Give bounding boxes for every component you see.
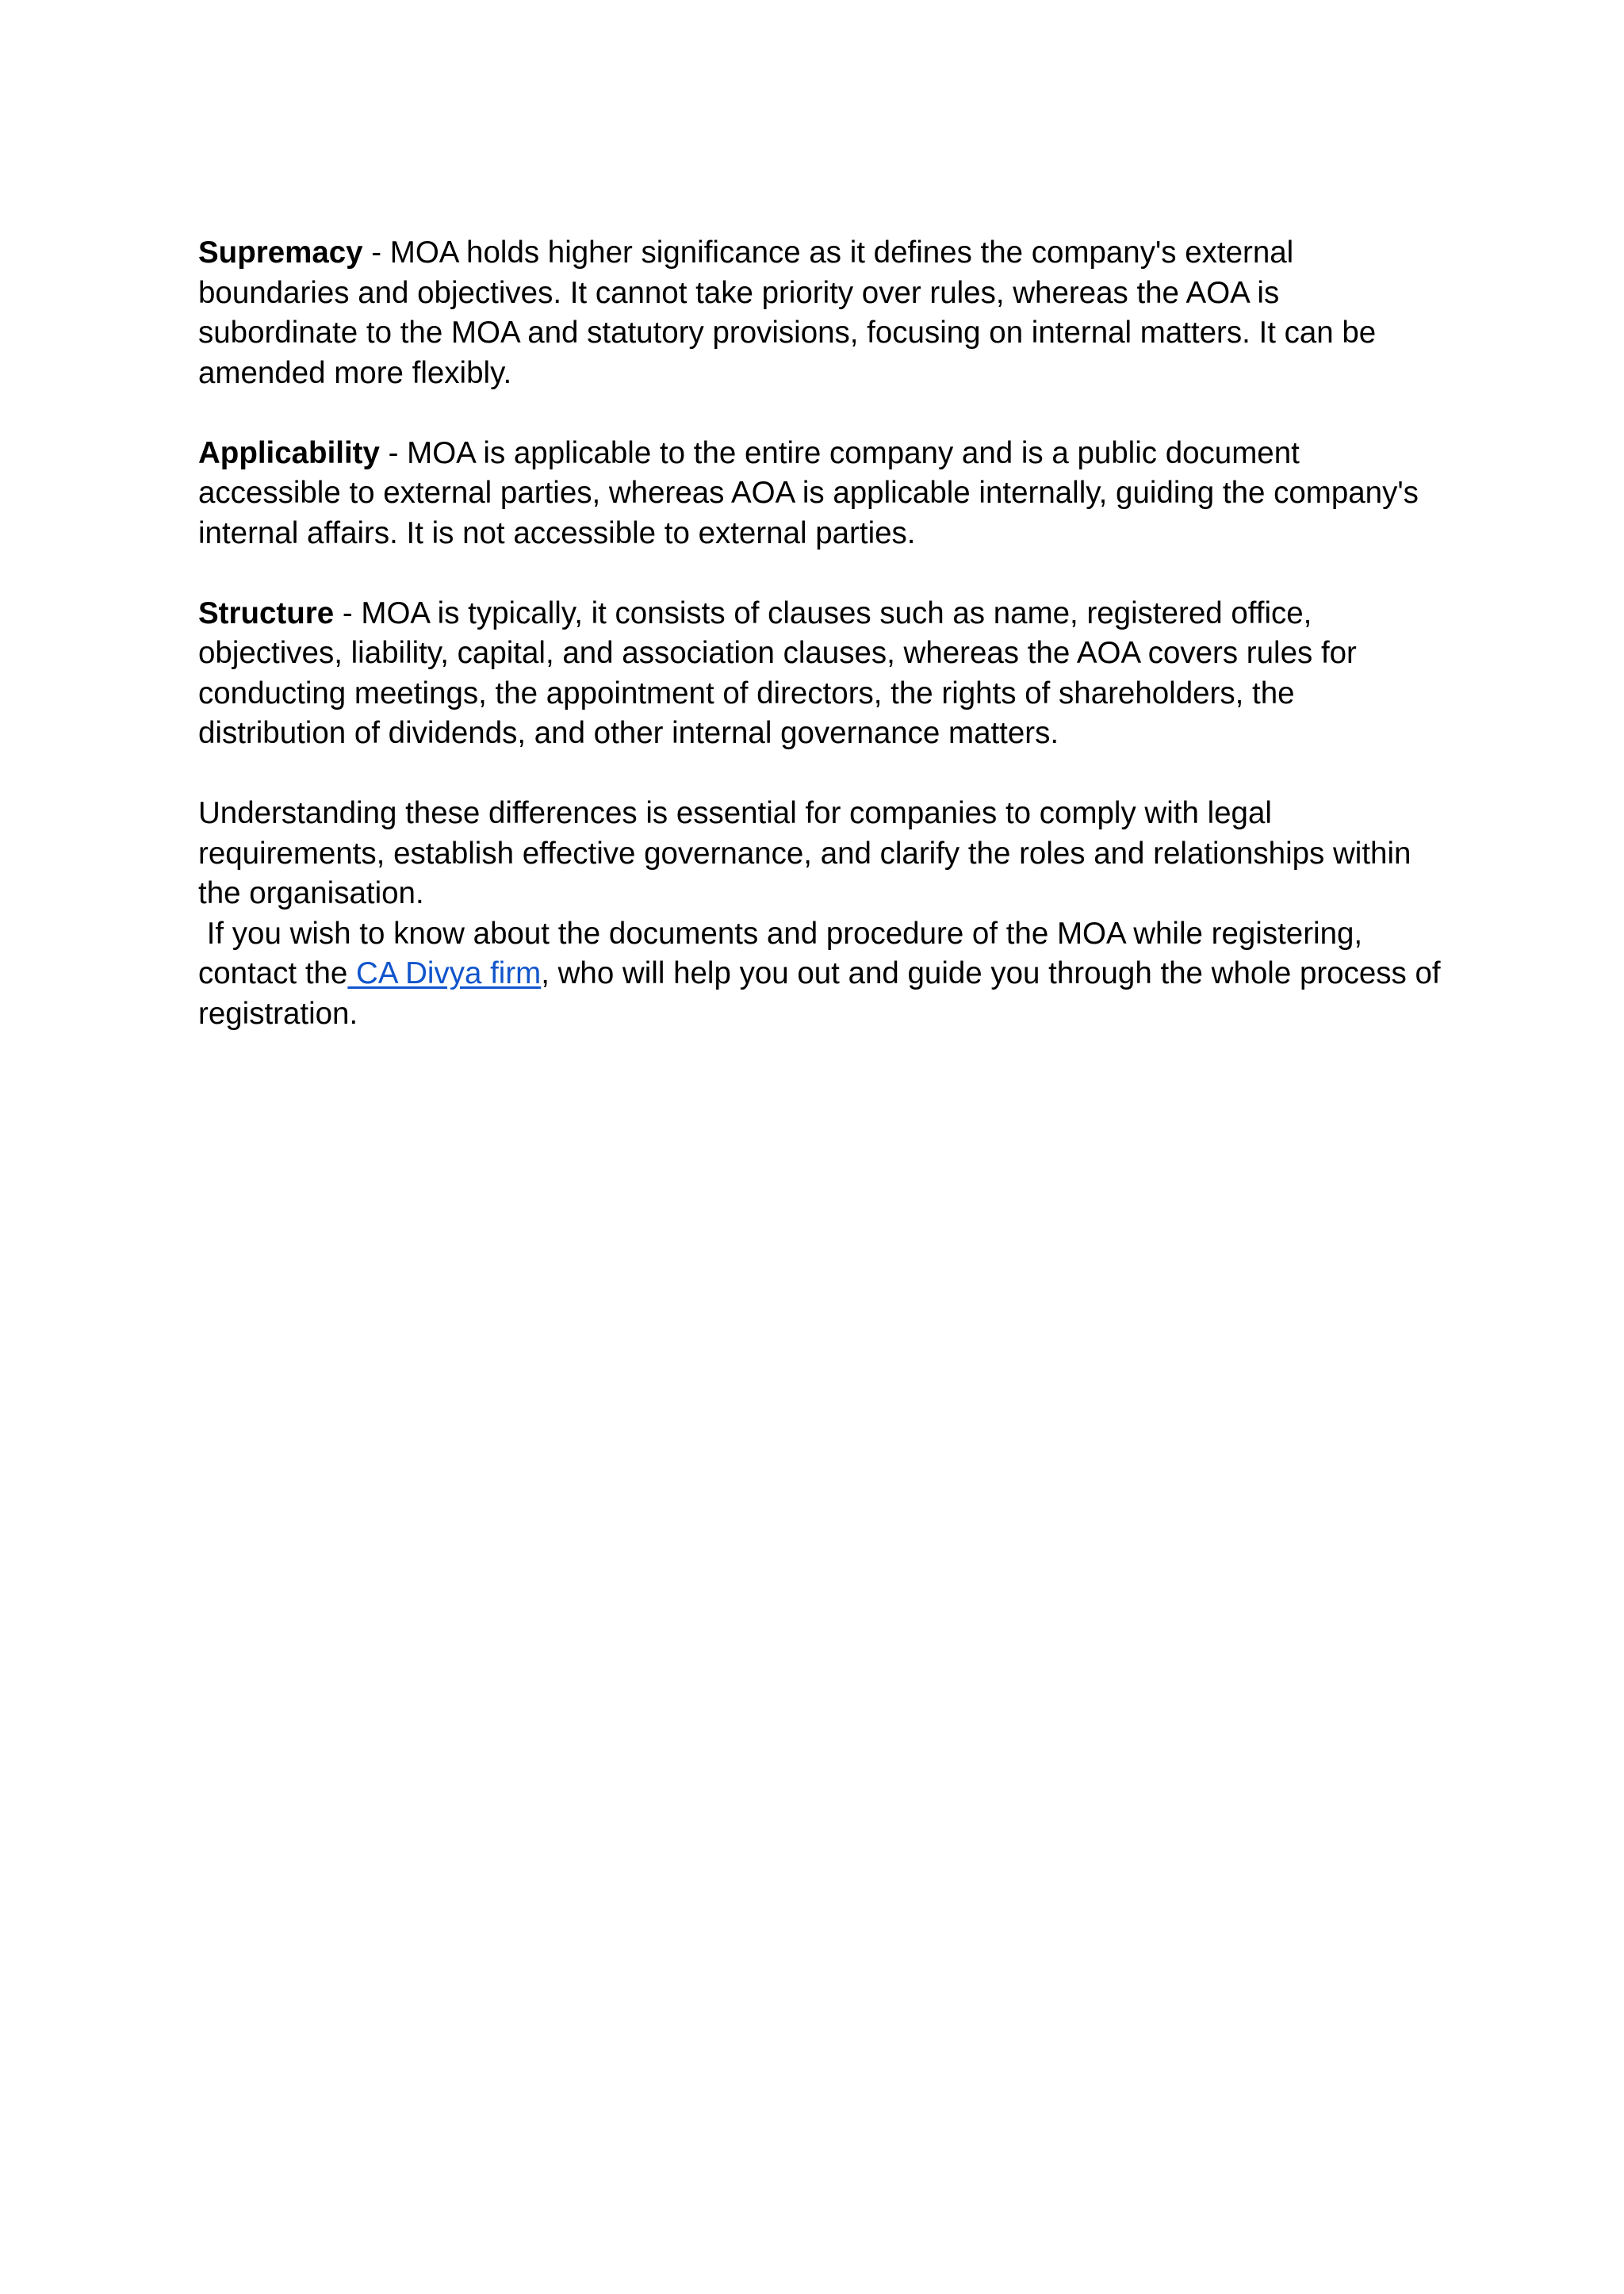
contact-text-end: , who will help you out and guide you through the whole process of registration. [198, 956, 1450, 1031]
applicability-text: - MOA is applicable to the entire company and is a public document accessible to external parties, whereas AOA is applicable internally, guiding the company's internal affairs. It is not accessible to external parties. [198, 435, 1419, 550]
structure-paragraph [198, 594, 1445, 754]
ca-divya-firm-link[interactable]: CA Divya firm [347, 956, 542, 990]
structure-text: - MOA is typically, it consists of clauses such as name, registered office, objectives, liability, capital, and association clauses, whereas the AOA covers rules for conducting meetings, the appointment of directors, the rights of shareholders, the distribution of dividends, and other internal governance matters. [198, 596, 1357, 750]
conclusion-paragraph: Understanding these differences is essential for companies to comply with legal requirements, establish effective governance, and clarify the roles and relationships within the organisation. [198, 796, 1411, 910]
contact-paragraph [198, 914, 1450, 1035]
structure-term: Structure [198, 596, 335, 630]
paragraph-spacer [198, 393, 1445, 434]
supremacy-paragraph [198, 233, 1445, 393]
supremacy-text: - MOA holds higher significance as it defines the company's external boundaries and objectives. It cannot take priority over rules, whereas the AOA is subordinate to the MOA and statutory provisions, focusing on internal matters. It can be amended more flexibly. [198, 236, 1377, 390]
contact-text-start: If you wish to know about the documents and procedure of the MOA while registering, contact the [198, 916, 1371, 990]
applicability-paragraph [198, 434, 1445, 554]
paragraph-spacer [198, 553, 1445, 594]
paragraph-spacer [198, 754, 1445, 795]
applicability-term: Applicability [198, 435, 380, 470]
supremacy-term: Supremacy [198, 236, 363, 270]
document-body [198, 233, 1450, 1034]
